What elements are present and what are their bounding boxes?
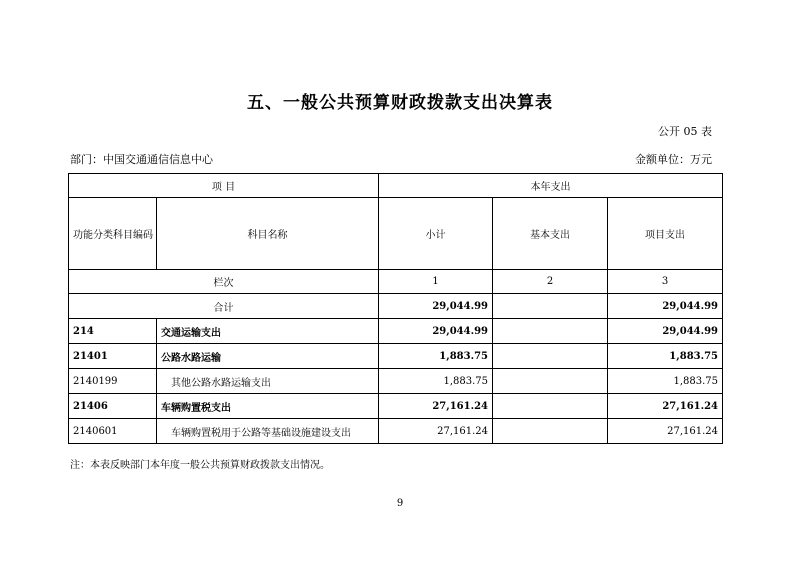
row-subtotal: 1,883.75: [379, 344, 493, 369]
header-row-1: [69, 174, 723, 198]
department-label: 部门：中国交通通信信息中心: [70, 153, 213, 166]
total-basic: [493, 294, 608, 319]
column-index-label: 栏次: [69, 270, 379, 294]
column-index-1: 1: [379, 270, 493, 294]
row-project: 29,044.99: [608, 319, 723, 344]
page-number: 9: [396, 498, 404, 509]
table-row: [69, 319, 723, 344]
header-row-2: [69, 198, 723, 270]
column-index-2: 2: [493, 270, 608, 294]
column-index-3: 3: [608, 270, 723, 294]
page-title: 五、一般公共预算财政拨款支出决算表: [247, 93, 553, 113]
row-project: 1,883.75: [608, 369, 723, 394]
amount-unit-label: 金额单位：万元: [635, 153, 712, 166]
row-subtotal: 1,883.75: [379, 369, 493, 394]
header-subtotal: 小计: [379, 198, 493, 270]
table-row: [69, 394, 723, 419]
row-basic: [493, 369, 608, 394]
row-code: 21406: [69, 394, 157, 419]
row-code: 2140601: [69, 419, 157, 444]
row-basic: [493, 319, 608, 344]
header-code: 功能分类科目编码: [69, 198, 157, 270]
total-row: [69, 294, 723, 319]
row-basic: [493, 394, 608, 419]
row-name: 车辆购置税用于公路等基础设施建设支出: [157, 419, 379, 444]
table-row: [69, 419, 723, 444]
row-subtotal: 29,044.99: [379, 319, 493, 344]
row-code: 214: [69, 319, 157, 344]
total-label: 合计: [69, 294, 379, 319]
row-name: 其他公路水路运输支出: [157, 369, 379, 394]
row-code: 21401: [69, 344, 157, 369]
row-name: 车辆购置税支出: [157, 394, 379, 419]
row-subtotal: 27,161.24: [379, 419, 493, 444]
row-name: 交通运输支出: [157, 319, 379, 344]
header-project: 项目支出: [608, 198, 723, 270]
table-row: [69, 344, 723, 369]
expenditure-table: [68, 173, 723, 444]
row-subtotal: 27,161.24: [379, 394, 493, 419]
header-basic: 基本支出: [493, 198, 608, 270]
row-project: 27,161.24: [608, 419, 723, 444]
row-project: 27,161.24: [608, 394, 723, 419]
row-basic: [493, 344, 608, 369]
header-current-year: 本年支出: [379, 174, 723, 198]
form-number: 公开 05 表: [658, 125, 712, 138]
row-basic: [493, 419, 608, 444]
total-project: 29,044.99: [608, 294, 723, 319]
row-code: 2140199: [69, 369, 157, 394]
row-project: 1,883.75: [608, 344, 723, 369]
row-name: 公路水路运输: [157, 344, 379, 369]
column-index-row: [69, 270, 723, 294]
header-name: 科目名称: [157, 198, 379, 270]
table-row: [69, 369, 723, 394]
total-subtotal: 29,044.99: [379, 294, 493, 319]
header-item: 项 目: [69, 174, 379, 198]
table-note: 注：本表反映部门本年度一般公共预算财政拨款支出情况。: [70, 460, 330, 471]
